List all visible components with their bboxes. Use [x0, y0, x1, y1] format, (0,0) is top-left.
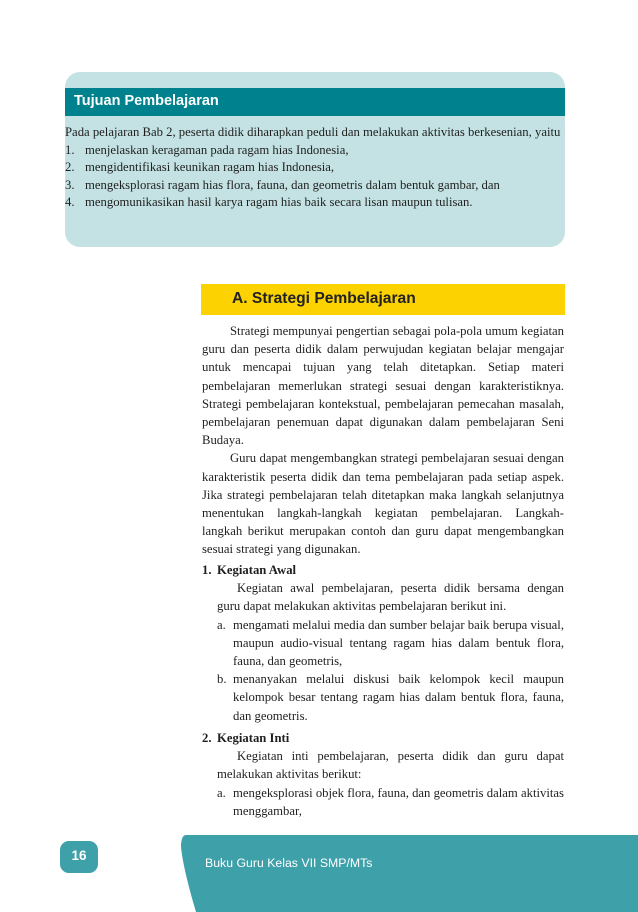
list-item: 3. mengeksplorasi ragam hias flora, fauna, dan geometris dalam bentuk gambar, dan — [65, 177, 500, 192]
list-item: a. mengeksplorasi objek flora, fauna, dan geometris dalam aktivitas menggambar, — [217, 785, 564, 818]
subsection-heading: 1. Kegiatan Awal — [202, 563, 297, 577]
paragraph: Strategi mempunyai pengertian sebagai pola-pola umum kegiatan guru dan peserta didik dalam perwujudan kegiatan belajar mengajar untuk mencapai tujuan yang telah ditetapkan. Setiap materi pembelajaran memerlukan strategi sesuai dengan karakteristiknya. Strategi pembelajaran kontekstual, pembelajaran pemecahan masalah, pembelajaran penemuan dapat digunakan dalam pembelajaran Seni Budaya. — [202, 324, 564, 448]
learning-goals-box — [65, 72, 565, 247]
section-heading-banner — [201, 284, 565, 315]
subsection-kegiatan-awal — [202, 561, 564, 725]
list-item: 1. menjelaskan keragaman pada ragam hias Indonesia, — [65, 142, 349, 157]
subsection-heading: 2. Kegiatan Inti — [202, 731, 290, 745]
learning-goals-header — [65, 88, 565, 116]
section-title: A. Strategi Pembelajaran — [232, 290, 416, 307]
learning-goals-list — [65, 142, 561, 212]
list-item: a. mengamati melalui media dan sumber belajar baik berupa visual, maupun audio-visual tentang ragam hias dalam bentuk flora, fauna, dan geometris, — [217, 617, 564, 669]
paragraph: Guru dapat mengembangkan strategi pembelajaran sesuai dengan karakteristik peserta didik dan tema pembelajaran pada setiap aspek. Jika strategi pembelajaran telah ditetapkan maka langkah selanjutnya menentukan langkah-langkah kegiatan pembelajaran. Langkah-langkah berikut merupakan contoh dan guru dapat mengembangkan sesuai strategi yang digunakan. — [202, 451, 564, 557]
book-title: Buku Guru Kelas VII SMP/MTs — [205, 856, 373, 870]
page-number-badge — [60, 841, 98, 873]
page-number: 16 — [71, 848, 87, 863]
learning-goals-title: Tujuan Pembelajaran — [74, 93, 219, 109]
page-footer — [0, 832, 638, 912]
list-item: b. menanyakan melalui diskusi baik kelompok kecil maupun kelompok besar tentang ragam hias dalam bentuk flora, fauna, dan geometris. — [217, 672, 564, 723]
subsection-kegiatan-inti — [202, 729, 564, 820]
learning-goals-body — [65, 124, 561, 212]
activity-list — [217, 616, 564, 725]
activity-list — [217, 784, 564, 820]
list-item: 4. mengomunikasikan hasil karya ragam hias baik secara lisan maupun tulisan. — [65, 195, 473, 209]
learning-goals-intro: Pada pelajaran Bab 2, peserta didik diharapkan peduli dan melakukan aktivitas berkesenian, yaitu — [65, 125, 561, 139]
section-body — [202, 322, 564, 559]
paragraph: Kegiatan awal pembelajaran, peserta didik bersama dengan guru dapat melakukan aktivitas pembelajaran berikut ini. — [217, 581, 564, 614]
paragraph: Kegiatan inti pembelajaran, peserta didik dan guru dapat melakukan aktivitas berikut: — [217, 749, 564, 782]
list-item: 2. mengidentifikasi keunikan ragam hias Indonesia, — [65, 160, 335, 174]
